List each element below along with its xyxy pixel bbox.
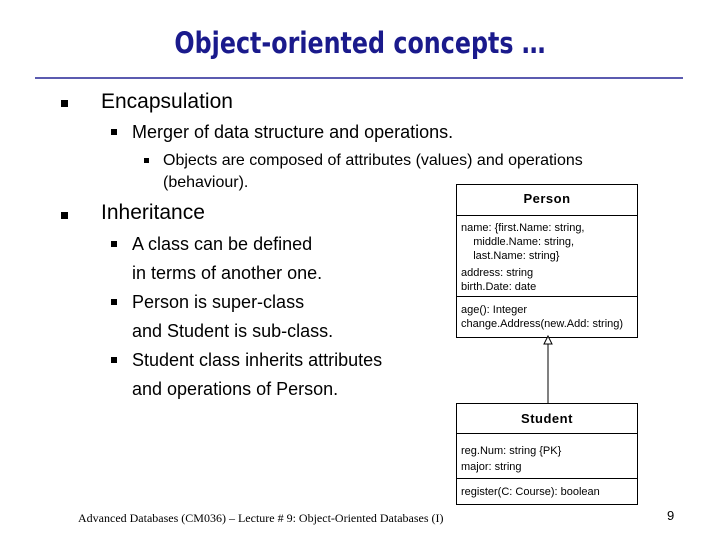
bullet-class-line1: A class can be defined: [132, 234, 313, 254]
bullet-marker: [111, 357, 117, 363]
student-class-box: [456, 403, 638, 505]
title-divider: [35, 77, 683, 79]
class-divider: [457, 296, 637, 297]
student-class-name: Student: [521, 411, 573, 426]
bullet-merger: Merger of data structure and operations.: [132, 122, 454, 142]
person-class-box: [456, 184, 638, 338]
bullet-objects-line2: (behaviour).: [163, 174, 249, 191]
class-divider: [457, 478, 637, 479]
bullet-person-line2: and Student is sub-class.: [132, 321, 334, 341]
person-op-1: age(): Integer: [461, 304, 528, 316]
person-attr-3: last.Name: string}: [461, 250, 560, 262]
person-attr-2: middle.Name: string,: [461, 236, 575, 248]
class-divider: [457, 433, 637, 434]
student-attr-2: major: string: [461, 461, 522, 473]
bullet-marker: [111, 129, 117, 135]
bullet-inheritance: Inheritance: [101, 201, 205, 224]
bullet-class-line2: in terms of another one.: [132, 263, 323, 283]
bullet-encapsulation: Encapsulation: [101, 90, 233, 113]
bullet-marker: [111, 241, 117, 247]
bullet-marker: [61, 212, 68, 219]
person-attr-1: name: {first.Name: string,: [461, 222, 585, 234]
student-attr-1: reg.Num: string {PK}: [461, 445, 562, 457]
slide-title: Object-oriented concepts …: [174, 26, 546, 60]
person-op-2: change.Address(new.Add: string): [461, 318, 624, 330]
person-attr-4: address: string: [461, 267, 534, 279]
bullet-student-line2: and operations of Person.: [132, 379, 339, 399]
person-class-name: Person: [523, 191, 571, 206]
bullet-person-line1: Person is super-class: [132, 292, 305, 312]
bullet-marker: [61, 100, 68, 107]
person-attr-5: birth.Date: date: [461, 281, 537, 293]
bullet-marker: [111, 299, 117, 305]
student-op-1: register(C: Course): boolean: [461, 486, 600, 498]
generalization-arrow: [536, 334, 560, 404]
page-number: 9: [667, 508, 675, 523]
class-divider: [457, 215, 637, 216]
bullet-marker: [144, 158, 149, 163]
slide-footer: Advanced Databases (CM036) – Lecture # 9: Object-Oriented Databases (I): [78, 511, 444, 525]
inheritance-triangle-icon: [544, 336, 552, 344]
bullet-objects-line1: Objects are composed of attributes (values) and operations: [163, 152, 583, 169]
bullet-student-line1: Student class inherits attributes: [132, 350, 383, 370]
